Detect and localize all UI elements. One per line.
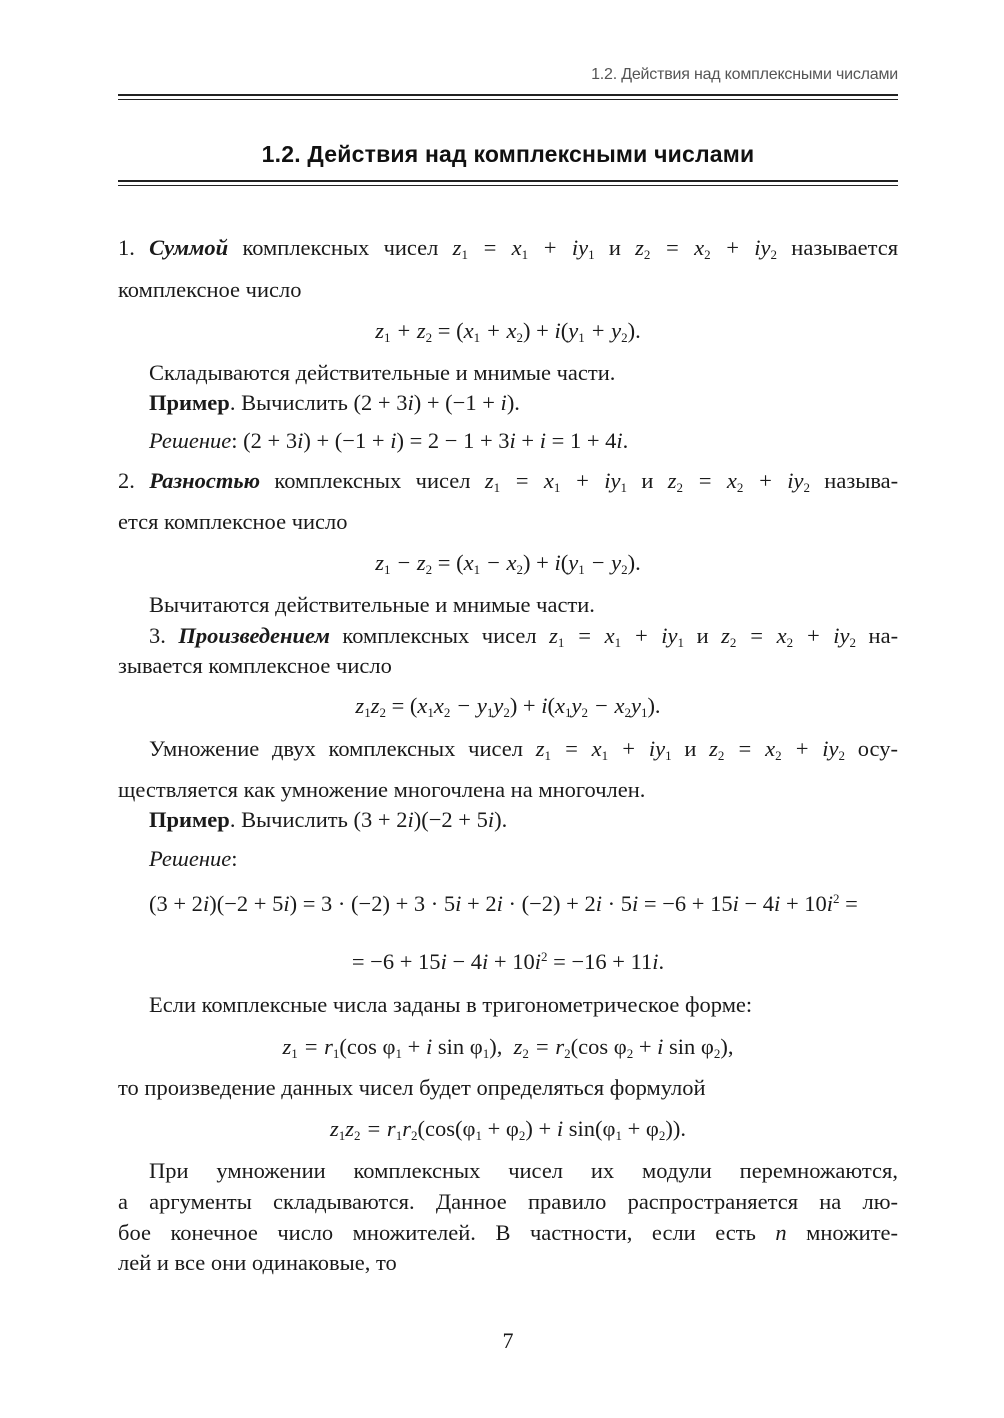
product-multiplication-line-2: ществляется как умножение многочлена на многочлен. [118, 777, 646, 802]
header-rule-thin [118, 99, 898, 100]
modulus-paragraph-line-3: бое конечное число множителей. В частности, если есть n множите- [118, 1220, 899, 1245]
sum-example: Пример. Вычислить (2 + 3i) + (−1 + i). [149, 390, 520, 415]
difference-formula: $z_1 - z_2 = (x_1 - x_2) + i(y_1 - y_2)$. [375, 550, 641, 577]
product-solution-line-2: = $-6 + 15i - 4i + 10i^2 = -16 + 11i$. [351, 949, 665, 974]
sum-formula: $z_1 + z_2 = (x_1 + x_2) + i(y_1 + y_2)$. [375, 318, 641, 345]
running-header: 1.2. Действия над комплексными числами [591, 66, 898, 83]
product-definition-line-2: зывается комплексное число [118, 653, 392, 678]
title-rule [118, 180, 898, 182]
product-solution-label: Решение: [149, 846, 238, 871]
product-solution-line-1: $(3 + 2i)(-2 + 5i) = 3 \cdot (-2) + 3 \cdot 5i + 2i \cdot (-2) + 2i \cdot 5i = -6 + 15i - 4i + 10i^2$ = [149, 891, 858, 916]
modulus-paragraph-line-2: а аргументы складываются. Данное правило распространяется на лю- [118, 1189, 898, 1214]
modulus-paragraph-line-1: При умножении комплексных чисел их модули перемножаются, [149, 1158, 898, 1183]
trig-intro-text: Если комплексные числа заданы в тригонометрическое форме: [149, 992, 753, 1017]
section-title: 1.2. Действия над комплексными числами [261, 141, 755, 167]
title-rule-thin [118, 185, 898, 186]
header-rule [118, 94, 898, 96]
sum-rule-text: Складываются действительные и мнимые части. [149, 360, 616, 385]
difference-rule-text: Вычитаются действительные и мнимые части. [149, 592, 595, 617]
trig-result-text: то произведение данных чисел будет определяться формулой [118, 1075, 706, 1100]
modulus-paragraph-line-4: лей и все они одинаковые, то [118, 1250, 397, 1275]
product-example: Пример. Вычислить (3 + 2i)(−2 + 5i). [149, 807, 508, 832]
product-definition-line: 3. Произведением комплексных чисел $z_1 = x_1 + iy_1$ и $z_2 = x_2 + iy_2$ на- [149, 623, 899, 650]
difference-definition-line-2: ется комплексное число [118, 509, 348, 534]
trig-product-formula: $z_1z_2 = r_1r_2(\cos(\varphi_1 + \varphi_2) + i$ $\sin(\varphi_1 + \varphi_2)$). [329, 1116, 687, 1143]
product-formula: $z_1z_2 = (x_1x_2 - y_1y_2) + i(x_1y_2 - x_2y_1)$. [355, 693, 661, 720]
sum-definition-line: 1. Суммой комплексных чисел $z_1 = x_1 + iy_1$ и $z_2 = x_2 + iy_2$ называется [118, 235, 899, 262]
sum-definition-line-2: комплексное число [118, 277, 302, 302]
page-number: 7 [502, 1328, 514, 1353]
product-multiplication-line: Умножение двух комплексных чисел $z_1 = x_1 + iy_1$ и $z_2 = x_2 + iy_2$ осу- [149, 736, 898, 763]
sum-solution: Решение: (2 + 3i) + (−1 + i) = 2 − 1 + 3i + i = 1 + 4i. [149, 428, 629, 453]
trig-form-formula: $z_1 = r_1(\cos$ $\varphi_1 + i$ $\sin \varphi_1$), $z_2 = r_2(\cos$ $\varphi_2 + i$ $\sin \varphi_2$), [282, 1034, 734, 1061]
difference-definition-line: 2. Разностью комплексных чисел $z_1 = x_1 + iy_1$ и $z_2 = x_2 + iy_2$ называ- [118, 468, 899, 495]
